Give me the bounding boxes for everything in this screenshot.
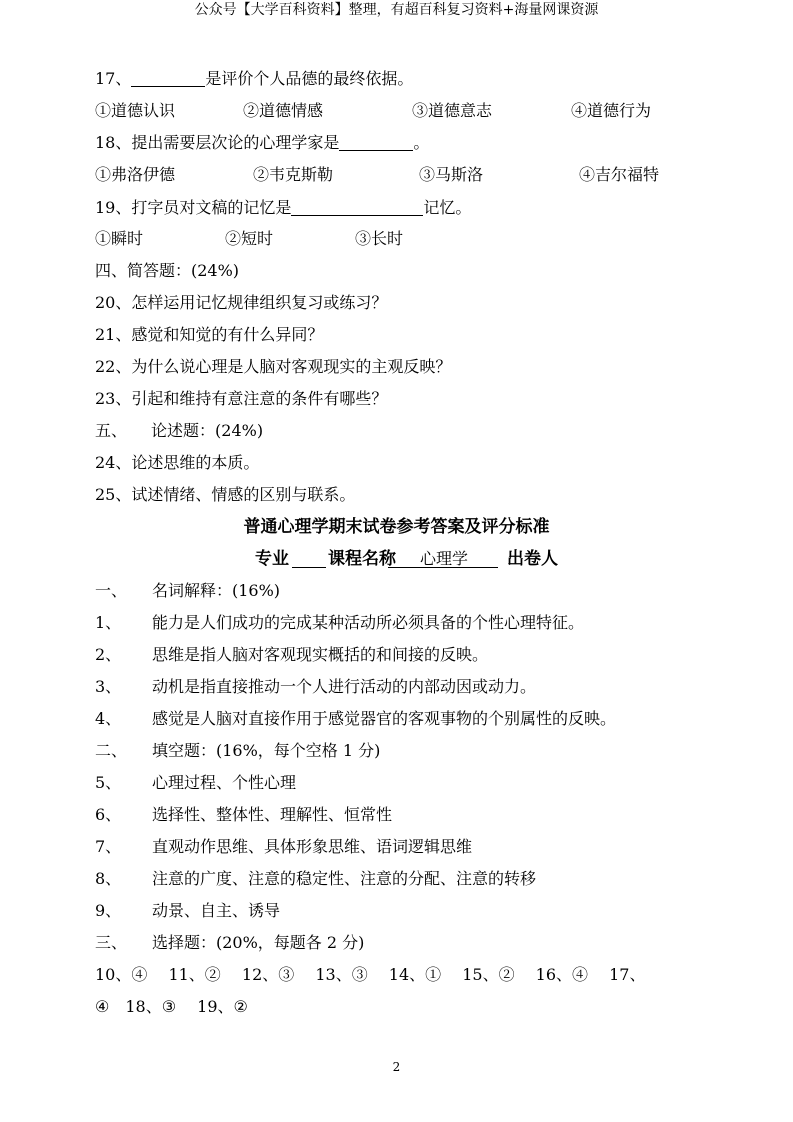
answer-section-1-heading xyxy=(95,580,127,602)
major-blank xyxy=(292,551,326,568)
q17-blank xyxy=(131,70,205,87)
answer-4-number: 4、 xyxy=(95,709,122,728)
q18-option-1: ①弗洛伊德 xyxy=(95,165,176,184)
question-21: 21、感觉和知觉的有什么异同？ xyxy=(95,325,324,344)
answer-6-number: 6、 xyxy=(95,805,122,824)
question-23: 23、引起和维持有意注意的条件有哪些？ xyxy=(95,389,388,408)
author-label: 出卷人 xyxy=(507,549,558,569)
section-4-heading: 四、简答题：(24%) xyxy=(95,261,240,280)
answer-2-text: 思维是指人脑对客观现实概括的和间接的反映。 xyxy=(152,645,489,664)
question-24: 24、论述思维的本质。 xyxy=(95,453,260,472)
answer-9-text: 动景、自主、诱导 xyxy=(152,901,281,920)
q19-option-3: ③长时 xyxy=(355,229,404,248)
q18-option-3: ③马斯洛 xyxy=(419,165,484,184)
answer-8-text: 注意的广度、注意的稳定性、注意的分配、注意的转移 xyxy=(152,869,537,888)
answer-1-text: 能力是人们成功的完成某种活动所必须具备的个性心理特征。 xyxy=(152,613,585,632)
q17-option-1: ①道德认识 xyxy=(95,101,176,120)
choice-answers-line-1: 10、④ 11、② 12、③ 13、③ 14、① 15、② 16、④ 17、 xyxy=(95,965,646,984)
course-name-label: 课程名称 xyxy=(328,549,396,569)
answer-7-number: 7、 xyxy=(95,837,122,856)
answer-section-3-text: 选择题：(20%，每题各 2 分) xyxy=(152,933,365,952)
answer-8-number: 8、 xyxy=(95,869,122,888)
q18-text: 18、提出需要层次论的心理学家是 xyxy=(95,133,340,152)
q18-end: 。 xyxy=(413,133,430,152)
q19-option-1: ①瞬时 xyxy=(95,229,144,248)
major-label: 专业 xyxy=(255,549,289,569)
question-19 xyxy=(95,197,471,219)
course-name-value: 心理学 xyxy=(420,549,469,568)
answer-7-text: 直观动作思维、具体形象思维、语词逻辑思维 xyxy=(152,837,473,856)
answer-key-title: 普通心理学期末试卷参考答案及评分标准 xyxy=(243,517,550,537)
question-25: 25、试述情绪、情感的区别与联系。 xyxy=(95,485,356,504)
q18-option-4: ④吉尔福特 xyxy=(579,165,660,184)
page-header: 公众号【大学百科资料】整理，有超百科复习资料+海量网课资源 xyxy=(194,2,599,18)
q17-option-3: ③道德意志 xyxy=(412,101,493,120)
question-22: 22、为什么说心理是人脑对客观现实的主观反映？ xyxy=(95,357,452,376)
question-17 xyxy=(95,68,413,90)
section-5-heading xyxy=(95,420,263,442)
section-5-text: 论述题：(24%) xyxy=(151,421,264,440)
page-number: 2 xyxy=(392,1060,401,1074)
answer-1-number: 1、 xyxy=(95,613,122,632)
q19-text: 19、打字员对文稿的记忆是 xyxy=(95,198,292,217)
q18-blank xyxy=(339,134,413,151)
q19-option-2: ②短时 xyxy=(225,229,274,248)
q17-option-2: ②道德情感 xyxy=(243,101,324,120)
answer-3-text: 动机是指直接推动一个人进行活动的内部动因或动力。 xyxy=(152,677,537,696)
choice-answers-line-2: ④ 18、③ 19、② xyxy=(95,997,248,1016)
answer-section-1-text: 名词解释：(16%) xyxy=(152,581,281,600)
answer-6-text: 选择性、整体性、理解性、恒常性 xyxy=(152,805,393,824)
question-18 xyxy=(95,132,429,154)
answer-9-number: 9、 xyxy=(95,901,122,920)
q19-end: 记忆。 xyxy=(423,198,472,217)
question-20: 20、怎样运用记忆规律组织复习或练习？ xyxy=(95,293,388,312)
q18-option-2: ②韦克斯勒 xyxy=(253,165,334,184)
answer-5-text: 心理过程、个性心理 xyxy=(152,773,297,792)
answer-4-text: 感觉是人脑对直接作用于感觉器官的客观事物的个别属性的反映。 xyxy=(152,709,617,728)
section-5-number: 五、 xyxy=(95,421,128,440)
answer-section-2-number: 二、 xyxy=(95,741,128,760)
answer-3-number: 3、 xyxy=(95,677,122,696)
answer-section-3-number: 三、 xyxy=(95,933,128,952)
q17-option-4: ④道德行为 xyxy=(571,101,652,120)
q17-number: 17、 xyxy=(95,69,132,88)
q19-blank xyxy=(291,199,423,216)
answer-5-number: 5、 xyxy=(95,773,122,792)
answer-2-number: 2、 xyxy=(95,645,122,664)
answer-section-2-text: 填空题：(16%，每个空格 1 分) xyxy=(152,741,381,760)
q17-text: 是评价个人品德的最终依据。 xyxy=(205,69,414,88)
answer-section-1-number: 一、 xyxy=(95,581,128,600)
